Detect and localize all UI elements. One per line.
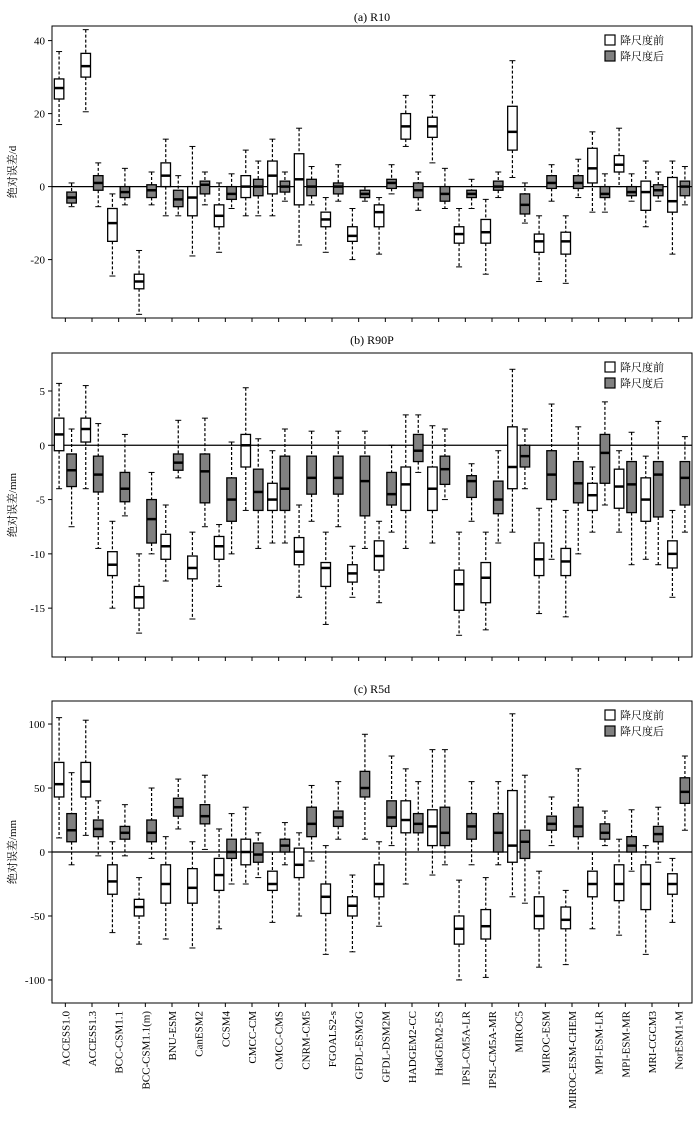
box-before [161,139,171,216]
x-category-label: MIROC-ESM-CHEM [567,1011,579,1109]
box-before [588,132,598,212]
box-after [254,439,264,549]
box-iqr [508,106,517,150]
x-category-label: CanESM2 [193,1011,206,1057]
box-before [321,846,331,955]
y-tick-label: 100 [28,719,45,732]
box-before [241,807,251,884]
box-after [414,782,424,852]
box-after [440,429,450,500]
box-iqr [561,907,571,929]
x-category-label: BCC-CSM1.1 [113,1011,126,1074]
box-iqr [268,483,278,510]
box-iqr [680,462,690,505]
legend-before-swatch [605,710,615,720]
box-after [547,165,557,202]
box-after [494,172,504,198]
box-after [94,163,104,207]
box-iqr [147,500,157,543]
box-iqr [508,427,517,489]
box-after [387,445,397,532]
box-after [174,176,184,216]
x-category-label: GFDL-ESM2G [353,1011,366,1080]
y-axis-label: 绝对误差/mm [7,819,19,885]
box-iqr [401,801,411,833]
box-after [600,402,610,505]
x-category-label: MPI-ESM-LR [593,1011,606,1075]
box-iqr [374,865,384,897]
x-category-label: BNU-ESM [167,1011,179,1061]
box-after [147,472,157,553]
box-after [280,172,290,201]
box-before [454,880,464,980]
box-iqr [494,481,504,514]
y-tick-label: 50 [34,783,45,796]
box-after [627,810,637,871]
box-iqr [334,811,344,826]
box-before [401,415,411,549]
legend-after-swatch [605,378,615,388]
box-iqr [374,205,384,227]
y-axis-label: 绝对误差/d [7,145,19,199]
legend-after-label: 降尺度后 [620,726,664,738]
box-iqr [387,472,397,505]
box-after [334,165,344,202]
box-before [561,510,571,616]
box-iqr [534,897,544,929]
box-before [268,451,278,543]
box-iqr [600,187,610,198]
box-before [454,209,464,267]
y-tick-label: 0 [39,440,45,453]
box-after [387,165,397,194]
box-after [280,823,290,865]
box-iqr [440,807,450,845]
box-before [294,833,304,916]
box-iqr [54,762,64,797]
x-category-label: MRI-CGCM3 [647,1011,659,1074]
box-after [547,797,557,846]
box-iqr [360,456,370,516]
box-before [108,842,118,933]
box-iqr [520,830,530,858]
box-after [494,451,504,543]
box-iqr [360,771,370,797]
box-after [120,805,130,856]
box-iqr [454,570,464,610]
box-iqr [561,232,571,254]
box-after [120,168,130,205]
box-after [227,814,237,884]
box-after [200,418,210,527]
box-before [188,146,198,256]
box-after [627,174,637,201]
y-tick-label: -15 [30,603,45,616]
x-category-label: GFDL-DSM2M [380,1011,393,1083]
box-before [614,839,624,935]
box-before [534,216,544,282]
box-before [134,878,144,945]
box-before [81,386,91,489]
box-before [668,510,678,597]
box-iqr [147,820,157,842]
box-iqr [614,469,624,508]
box-iqr [108,865,118,894]
legend [605,360,664,390]
box-before [428,426,438,543]
y-tick-label: 0 [39,181,45,194]
box-before [508,369,518,532]
box-before [668,858,678,922]
y-tick-label: -50 [30,910,45,923]
box-before [134,250,144,314]
legend-after-swatch [605,51,615,61]
box-after [414,415,424,473]
x-category-label: BCC-CSM1.1(m) [140,1011,153,1090]
panel-c-r5d [5,682,692,1007]
y-tick-label: -5 [35,494,45,507]
box-before [241,388,251,511]
box-before [321,198,331,253]
box-iqr [467,476,477,498]
box-iqr [254,469,264,510]
x-category-label: MIROC-ESM [540,1011,553,1074]
box-before [374,842,384,926]
x-category-label: CMCC-CMS [273,1011,286,1070]
box-before [134,554,144,633]
box-after [520,775,530,903]
x-category-label: NorESM1-M [673,1011,686,1070]
box-before [454,532,464,635]
box-after [147,788,157,858]
box-iqr [200,805,210,824]
box-before [268,139,278,216]
box-after [360,734,370,839]
box-iqr [387,801,397,827]
box-iqr [108,209,118,242]
box-before [214,829,224,929]
box-iqr [588,483,598,510]
box-after [307,167,317,205]
box-after [67,773,77,865]
box-iqr [307,456,317,494]
box-after [227,442,237,554]
box-before [641,846,651,955]
box-after [254,161,264,216]
box-iqr [654,462,664,517]
x-category-label: CMCC-CM [247,1011,259,1064]
box-iqr [641,181,651,210]
box-before [188,842,198,948]
box-after [680,167,690,205]
box-before [668,161,678,254]
box-iqr [268,871,278,890]
box-iqr [534,234,544,252]
box-after [520,429,530,489]
box-iqr [627,837,637,852]
box-before [348,546,358,597]
box-iqr [67,814,77,842]
box-after [680,437,690,533]
box-iqr [241,434,251,467]
box-before [161,505,171,581]
y-tick-label: 40 [34,35,45,48]
box-before [268,852,278,922]
box-after [360,431,370,548]
box-before [508,714,518,897]
box-after [120,434,130,515]
box-before [214,525,224,587]
box-after [467,179,477,208]
box-iqr [668,177,678,212]
box-before [321,532,331,624]
box-iqr [321,884,331,913]
box-iqr [227,839,237,858]
box-after [334,782,344,840]
panel-title: (a) R10 [353,10,391,24]
box-iqr [454,916,464,944]
box-after [547,404,557,559]
x-category-label: MIROC5 [513,1011,526,1053]
box-before [54,383,64,488]
box-before [401,769,411,884]
box-after [227,174,237,209]
box-after [94,424,104,549]
box-before [588,467,598,532]
box-iqr [254,843,264,862]
box-before [481,532,491,630]
legend-before-swatch [605,362,615,372]
box-before [81,30,91,112]
box-after [360,187,370,202]
box-iqr [481,563,491,603]
box-before [614,128,624,186]
legend-before-label: 降尺度前 [620,362,664,374]
box-iqr [81,762,91,797]
panel-b-r90p [5,333,692,661]
legend-after-label: 降尺度后 [620,378,664,390]
y-tick-label: 0 [39,847,45,859]
box-iqr [294,848,304,877]
box-iqr [680,181,690,196]
box-after [67,429,77,527]
legend-before-swatch [605,35,615,45]
box-iqr [307,807,317,836]
box-iqr [334,456,344,494]
box-before [508,61,518,178]
box-iqr [188,869,198,904]
box-after [414,172,424,210]
box-iqr [200,181,210,194]
x-category-label: FGOALS2-s [327,1011,339,1068]
box-before [108,194,118,276]
box-iqr [214,536,224,559]
box-after [574,159,584,197]
box-after [680,756,690,830]
legend-before-label: 降尺度前 [620,710,664,722]
legend-before-label: 降尺度前 [620,35,664,47]
box-before [54,718,64,838]
box-after [467,464,477,522]
box-iqr [614,865,624,901]
panel-a-r10 [5,10,692,322]
x-category-label: ACCESS1.3 [87,1011,99,1067]
x-category-label: CNRM-CM5 [300,1011,313,1070]
box-after [520,183,530,223]
box-iqr [280,456,290,510]
y-tick-label: 5 [39,386,45,398]
box-before [588,852,598,929]
box-iqr [348,227,358,242]
box-iqr [200,454,210,503]
box-after [200,775,210,849]
box-before [81,720,91,835]
x-category-label: IPSL-CM5A-MR [487,1011,499,1089]
box-before [534,508,544,613]
legend-after-swatch [605,726,615,736]
box-after [307,785,317,861]
box-iqr [600,434,610,483]
box-iqr [600,824,610,839]
box-after [94,801,104,856]
box-after [174,420,184,478]
x-category-label: HadGEM2-ES [433,1011,446,1076]
box-after [600,174,610,212]
box-before [54,52,64,125]
box-iqr [588,148,598,183]
box-before [641,161,651,227]
y-axis-label: 绝对误差/mm [7,472,19,538]
box-iqr [188,187,198,216]
x-category-label: CCSM4 [220,1011,233,1048]
box-iqr [120,472,129,501]
box-iqr [680,778,690,804]
y-tick-label: -10 [30,548,45,561]
box-before [294,128,304,245]
box-before [614,451,624,532]
box-before [374,198,384,255]
y-tick-label: -100 [24,974,45,987]
box-after [440,750,450,865]
box-after [654,172,664,201]
box-before [561,890,571,964]
box-after [200,172,210,205]
box-after [174,779,184,829]
box-before [241,150,251,216]
box-iqr [508,791,517,863]
box-after [254,833,264,878]
y-tick-label: -20 [30,254,45,267]
box-after [654,807,664,862]
box-before [348,209,358,260]
box-after [574,769,584,852]
box-before [374,521,384,602]
box-before [428,95,438,163]
box-before [294,505,304,597]
legend [605,33,664,63]
box-iqr [481,910,491,939]
box-iqr [321,563,331,587]
box-after [387,756,397,846]
box-after [440,168,450,208]
box-iqr [428,810,438,846]
x-category-label: HADGEM2-CC [407,1011,419,1084]
panel-title: (c) R5d [353,682,391,696]
box-iqr [401,467,411,510]
box-before [481,199,491,274]
panel-title: (b) R90P [350,333,394,347]
box-iqr [574,807,584,836]
box-iqr [627,462,637,513]
box-after [654,421,664,564]
box-before [641,456,651,559]
box-before [481,878,491,978]
box-before [428,750,438,875]
box-before [534,871,544,967]
box-iqr [334,183,344,194]
x-category-label: IPSL-CM5A-LR [460,1011,473,1086]
box-after [280,429,290,543]
box-after [600,811,610,846]
box-before [108,521,118,608]
box-after [494,782,504,865]
box-before [561,216,571,284]
box-before [214,183,224,252]
box-before [188,532,198,619]
y-tick-label: 20 [34,108,45,121]
box-before [401,95,411,146]
box-before [348,875,358,952]
box-after [147,172,157,205]
x-category-label: ACCESS1.0 [60,1011,73,1067]
box-iqr [414,434,424,461]
x-category-label: MPI-ESM-MR [620,1011,633,1078]
legend [605,708,664,738]
box-iqr [641,865,651,910]
legend-after-label: 降尺度后 [620,51,664,63]
box-iqr [268,161,278,194]
box-after [627,432,637,564]
x-category-labels [60,1010,685,1108]
